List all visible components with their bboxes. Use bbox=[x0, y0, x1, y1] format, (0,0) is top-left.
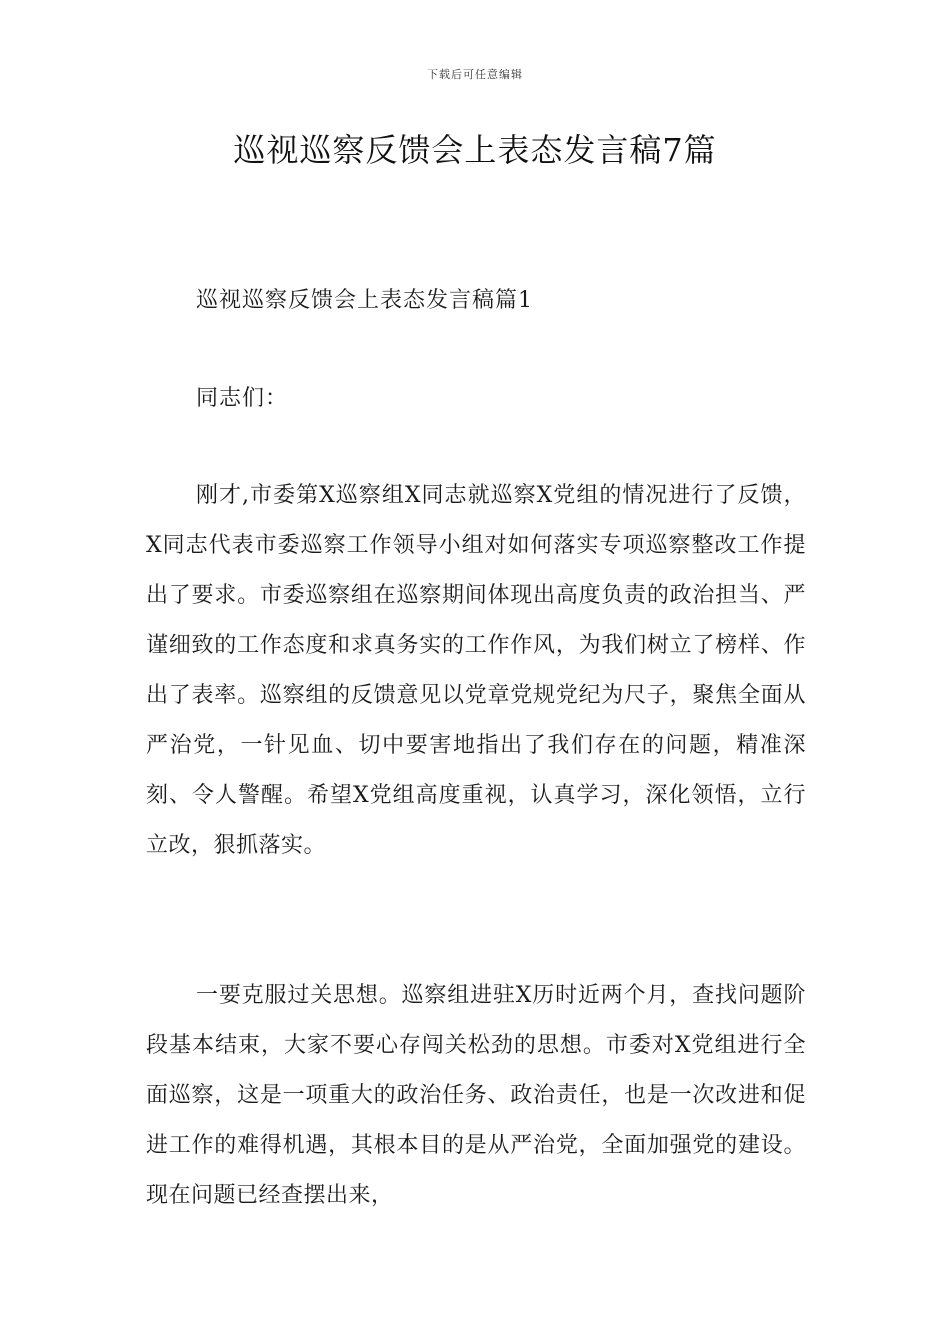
salutation: 同志们： bbox=[196, 386, 289, 411]
body-paragraph-2: 一要克服过关思想。巡察组进驻X历时近两个月，查找问题阶段基本结束，大家不要心存闯关松劲的思想。市委对X党组进行全面巡察，这是一项重大的政治任务、政治责任，也是一次改进和促进工作的难得机遇，其根本目的是从严治党，全面加强党的建设。现在问题已经查摆出来， bbox=[146, 983, 806, 1208]
section-heading: 巡视巡察反馈会上表态发言稿篇1 bbox=[196, 288, 533, 313]
body-paragraph-1: 刚才,市委第X巡察组X同志就巡察X党组的情况进行了反馈，X同志代表市委巡察工作领导小组对如何落实专项巡察整改工作提出了要求。市委巡察组在巡察期间体现出高度负责的政治担当、严谨细致的工作态度和求真务实的工作作风，为我们树立了榜样、作出了表率。巡察组的反馈意见以党章党规党纪为尺子，聚焦全面从严治党，一针见血、切中要害地指出了我们存在的问题，精准深刻、令人警醒。希望X党组高度重视，认真学习，深化领悟，立行立改，狠抓落实。 bbox=[146, 483, 806, 858]
document-title: 巡视巡察反馈会上表态发言稿7篇 bbox=[233, 131, 717, 169]
header-note: 下载后可任意编辑 bbox=[427, 68, 523, 81]
